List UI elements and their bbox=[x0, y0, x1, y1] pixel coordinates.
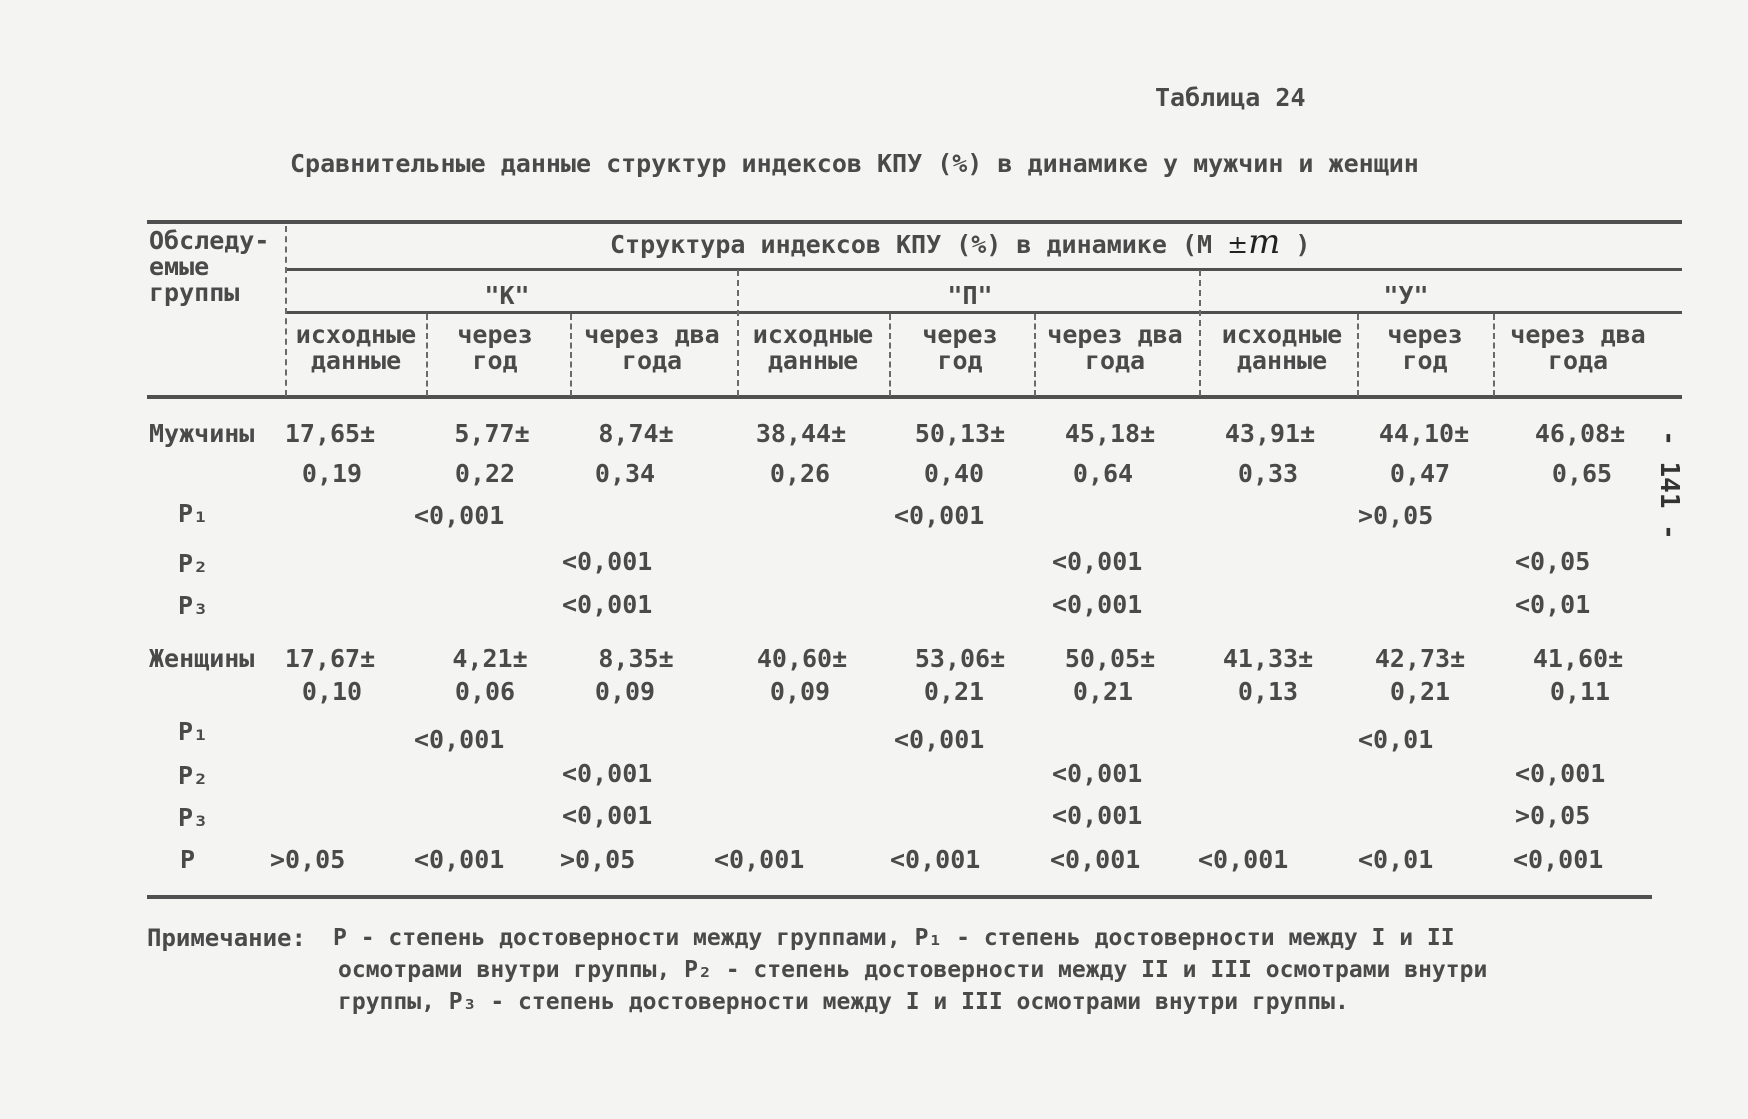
men-error: 0,19 bbox=[301, 459, 363, 488]
main-header-m: m bbox=[1248, 222, 1281, 262]
men-error: 0,65 bbox=[1551, 459, 1613, 488]
men-error: 0,22 bbox=[454, 459, 516, 488]
men-error: 0,47 bbox=[1389, 459, 1451, 488]
women-p-label: P bbox=[180, 845, 196, 874]
women-p2-value: <0,001 bbox=[1515, 759, 1606, 788]
table-bottom-rule bbox=[147, 895, 1652, 899]
men-mean: 46,08± bbox=[1534, 419, 1626, 448]
women-p-value: <0,001 bbox=[1050, 845, 1141, 874]
men-p2-value: <0,001 bbox=[562, 547, 653, 576]
women-error: 0,06 bbox=[454, 677, 516, 706]
men-error: 0,64 bbox=[1072, 459, 1134, 488]
header-rule-1 bbox=[287, 268, 1682, 271]
subheader-cell: исходные данные bbox=[1221, 320, 1343, 375]
section-header-u: "У" bbox=[1383, 281, 1429, 310]
women-mean: 53,06± bbox=[914, 644, 1006, 673]
note-line-2: осмотрами внутри группы, Р₂ - степень достоверности между II и III осмотрами внутри bbox=[338, 957, 1488, 983]
row-label-men: Мужчины bbox=[149, 419, 255, 448]
subheader-cell: через два года bbox=[1510, 320, 1646, 375]
women-error: 0,13 bbox=[1237, 677, 1299, 706]
men-mean: 45,18± bbox=[1064, 419, 1156, 448]
men-mean: 50,13± bbox=[914, 419, 1006, 448]
subheader-cell: исходные данные bbox=[295, 320, 417, 375]
women-mean: 50,05± bbox=[1064, 644, 1156, 673]
men-mean: 8,74± bbox=[598, 419, 674, 448]
men-error: 0,40 bbox=[923, 459, 985, 488]
men-p1-value: <0,001 bbox=[414, 501, 505, 530]
men-p3-value: <0,001 bbox=[1052, 590, 1143, 619]
note-line-1: Р - степень достоверности между группами, Р₁ - степень достоверности между I и II bbox=[333, 925, 1455, 951]
page-number: - 141 - bbox=[1654, 430, 1685, 540]
women-error: 0,09 bbox=[769, 677, 831, 706]
women-error: 0,21 bbox=[1072, 677, 1134, 706]
men-p2-value: <0,001 bbox=[1052, 547, 1143, 576]
main-header bbox=[610, 222, 1311, 262]
women-p-value: <0,01 bbox=[1358, 845, 1434, 874]
section-header-k: "К" bbox=[484, 281, 530, 310]
women-p1-value: <0,001 bbox=[414, 725, 505, 754]
subheader-cell: через два года bbox=[1047, 320, 1183, 375]
women-mean: 8,35± bbox=[598, 644, 674, 673]
group-col-divider bbox=[285, 226, 287, 396]
women-p1-value: <0,001 bbox=[894, 725, 985, 754]
note-label: Примечание: bbox=[147, 924, 306, 952]
main-header-text: Структура индексов КПУ (%) в динамике (М bbox=[610, 230, 1213, 259]
note-line-3: группы, Р₃ - степень достоверности между I и III осмотрами внутри группы. bbox=[338, 989, 1349, 1015]
men-mean: 17,65± bbox=[284, 419, 376, 448]
women-mean: 4,21± bbox=[452, 644, 528, 673]
women-mean: 17,67± bbox=[284, 644, 376, 673]
subheader-cell: через год bbox=[457, 320, 533, 375]
sub-divider bbox=[1493, 314, 1495, 396]
women-p-value: <0,001 bbox=[414, 845, 505, 874]
sub-divider bbox=[1357, 314, 1359, 396]
women-p-value: <0,001 bbox=[714, 845, 805, 874]
women-p-value: >0,05 bbox=[270, 845, 346, 874]
section-header-p: "П" bbox=[947, 281, 993, 310]
women-error: 0,21 bbox=[923, 677, 985, 706]
women-p3-value: >0,05 bbox=[1515, 801, 1591, 830]
women-p3-value: <0,001 bbox=[562, 801, 653, 830]
men-error: 0,34 bbox=[594, 459, 656, 488]
women-p-value: >0,05 bbox=[560, 845, 636, 874]
women-error: 0,11 bbox=[1549, 677, 1611, 706]
women-p2-value: <0,001 bbox=[1052, 759, 1143, 788]
sub-divider bbox=[889, 314, 891, 396]
sub-divider bbox=[1034, 314, 1036, 396]
women-error: 0,09 bbox=[594, 677, 656, 706]
header-rule-2 bbox=[287, 311, 1682, 314]
subheader-cell: через год bbox=[1387, 320, 1463, 375]
men-error: 0,26 bbox=[769, 459, 831, 488]
women-p-value: <0,001 bbox=[1513, 845, 1604, 874]
women-p-value: <0,001 bbox=[1198, 845, 1289, 874]
row-label-women: Женщины bbox=[149, 644, 255, 673]
women-p2-label: P₂ bbox=[178, 761, 209, 790]
women-p3-value: <0,001 bbox=[1052, 801, 1143, 830]
subheader-cell: через два года bbox=[584, 320, 720, 375]
women-error: 0,10 bbox=[301, 677, 363, 706]
main-header-close: ) bbox=[1295, 230, 1311, 259]
men-p3-value: <0,001 bbox=[562, 590, 653, 619]
men-p2-label: P₂ bbox=[178, 549, 209, 578]
subheader-cell: через год bbox=[922, 320, 998, 375]
women-mean: 41,33± bbox=[1222, 644, 1314, 673]
men-p1-label: P₁ bbox=[178, 499, 209, 528]
section-divider-p-u bbox=[1199, 270, 1201, 396]
header-bottom-rule bbox=[147, 395, 1682, 399]
men-mean: 43,91± bbox=[1224, 419, 1316, 448]
table-top-rule bbox=[147, 220, 1682, 224]
women-mean: 41,60± bbox=[1532, 644, 1624, 673]
men-p1-value: >0,05 bbox=[1358, 501, 1434, 530]
sub-divider bbox=[426, 314, 428, 396]
women-error: 0,21 bbox=[1389, 677, 1451, 706]
men-error: 0,33 bbox=[1237, 459, 1299, 488]
subheader-cell: исходные данные bbox=[752, 320, 874, 375]
women-p1-label: P₁ bbox=[178, 717, 209, 746]
table-title: Сравнительные данные структур индексов КПУ (%) в динамике у мужчин и женщин bbox=[290, 149, 1419, 178]
men-p3-label: P₃ bbox=[178, 591, 209, 620]
group-column-header: Обследу- емые группы bbox=[149, 226, 270, 307]
men-p2-value: <0,05 bbox=[1515, 547, 1591, 576]
women-p3-label: P₃ bbox=[178, 803, 209, 832]
men-p1-value: <0,001 bbox=[894, 501, 985, 530]
men-mean: 38,44± bbox=[755, 419, 847, 448]
women-p2-value: <0,001 bbox=[562, 759, 653, 788]
men-p3-value: <0,01 bbox=[1515, 590, 1591, 619]
women-p1-value: <0,01 bbox=[1358, 725, 1434, 754]
women-mean: 42,73± bbox=[1374, 644, 1466, 673]
sub-divider bbox=[570, 314, 572, 396]
men-mean: 5,77± bbox=[454, 419, 530, 448]
women-mean: 40,60± bbox=[756, 644, 848, 673]
main-header-pm: ± bbox=[1227, 230, 1249, 259]
section-divider-k-p bbox=[737, 270, 739, 396]
table-label: Таблица 24 bbox=[1155, 83, 1306, 112]
women-p-value: <0,001 bbox=[890, 845, 981, 874]
men-mean: 44,10± bbox=[1378, 419, 1470, 448]
